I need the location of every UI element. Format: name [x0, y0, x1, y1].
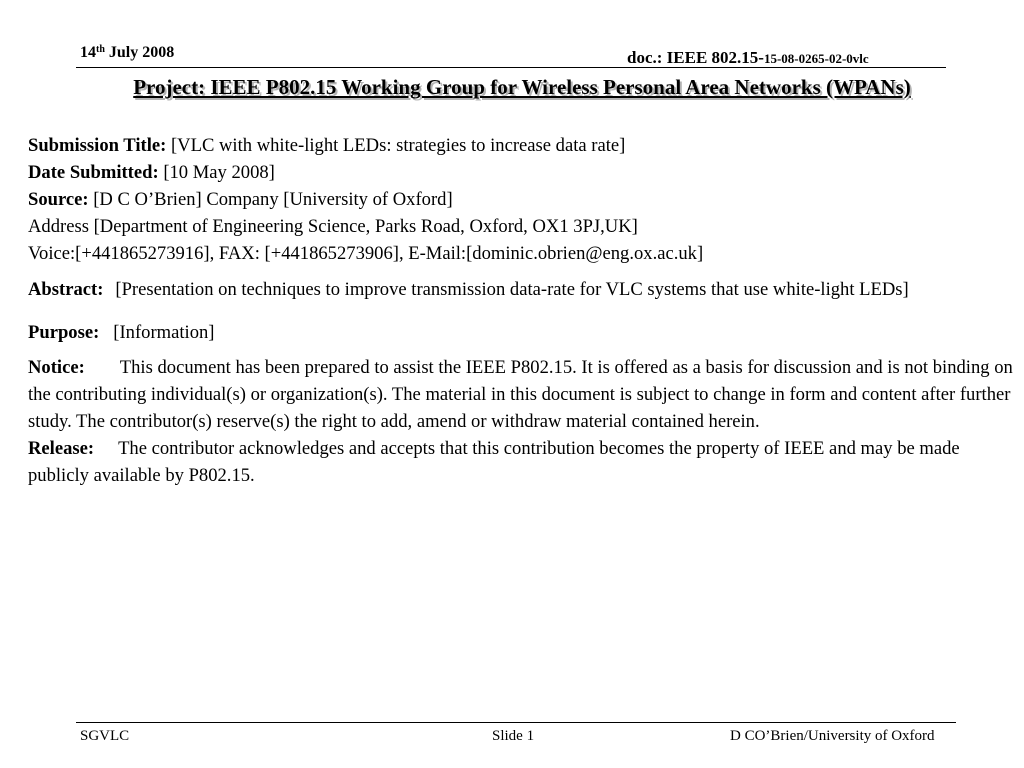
footer-divider	[76, 722, 956, 723]
release-label: Release:	[28, 438, 95, 459]
abstract-row	[28, 276, 1018, 303]
header-divider	[76, 67, 946, 68]
header-date-rest: July 2008	[104, 44, 175, 61]
abstract-value: [Presentation on techniques to improve transmission data-rate for VLC systems that use white-light LEDs]	[115, 279, 909, 300]
footer-left: SGVLC	[80, 728, 130, 744]
purpose-value: [Information]	[113, 322, 215, 343]
abstract-label: Abstract:	[28, 279, 104, 300]
header-doc-prefix: doc.: IEEE 802.15-	[627, 48, 764, 67]
submission-title-row	[28, 132, 1018, 159]
address-line: Address [Department of Engineering Science, Parks Road, Oxford, OX1 3PJ,UK]	[28, 216, 638, 237]
header-date	[80, 44, 174, 62]
header-date-day: 14	[80, 44, 96, 61]
notice-value: This document has been prepared to assist the IEEE P802.15. It is offered as a basis for discussion and is not binding on the contributing individual(s) or organization(s). The material in this document is subject to change in form and content after further study. The contributor(s) reserve(s) the right to add, amend or withdraw material contained herein.	[28, 357, 1013, 432]
header-doc-number: 15-08-0265-02-0vlc	[763, 51, 869, 66]
voice-line: Voice:[+441865273916], FAX: [+441865273906], E-Mail:[dominic.obrien@eng.ox.ac.uk]	[28, 243, 704, 264]
header-doc-id	[627, 48, 869, 68]
release-row	[28, 435, 1018, 489]
document-body	[28, 132, 1018, 489]
release-value: The contributor acknowledges and accepts that this contribution becomes the property of IEEE and may be made publicly available by P802.15.	[28, 438, 960, 486]
submission-title-label: Submission Title:	[28, 135, 167, 156]
date-submitted-value: [10 May 2008]	[158, 162, 275, 183]
source-value: [D C O’Brien] Company [University of Oxford]	[88, 189, 453, 210]
source-row	[28, 186, 1018, 213]
purpose-label: Purpose:	[28, 322, 100, 343]
header-date-suffix: th	[96, 44, 105, 55]
footer-author: D CO’Brien/University of Oxford	[730, 728, 935, 744]
footer-slide-number: Slide 1	[492, 728, 535, 744]
date-submitted-label: Date Submitted:	[28, 162, 159, 183]
notice-row	[28, 354, 1018, 435]
source-label: Source:	[28, 189, 89, 210]
date-submitted-row	[28, 159, 1018, 186]
notice-label: Notice:	[28, 357, 85, 378]
purpose-row	[28, 319, 1018, 346]
submission-title-value: [VLC with white-light LEDs: strategies to increase data rate]	[166, 135, 626, 156]
project-title: Project: IEEE P802.15 Working Group for Wireless Personal Area Networks (WPANs)	[133, 75, 911, 99]
